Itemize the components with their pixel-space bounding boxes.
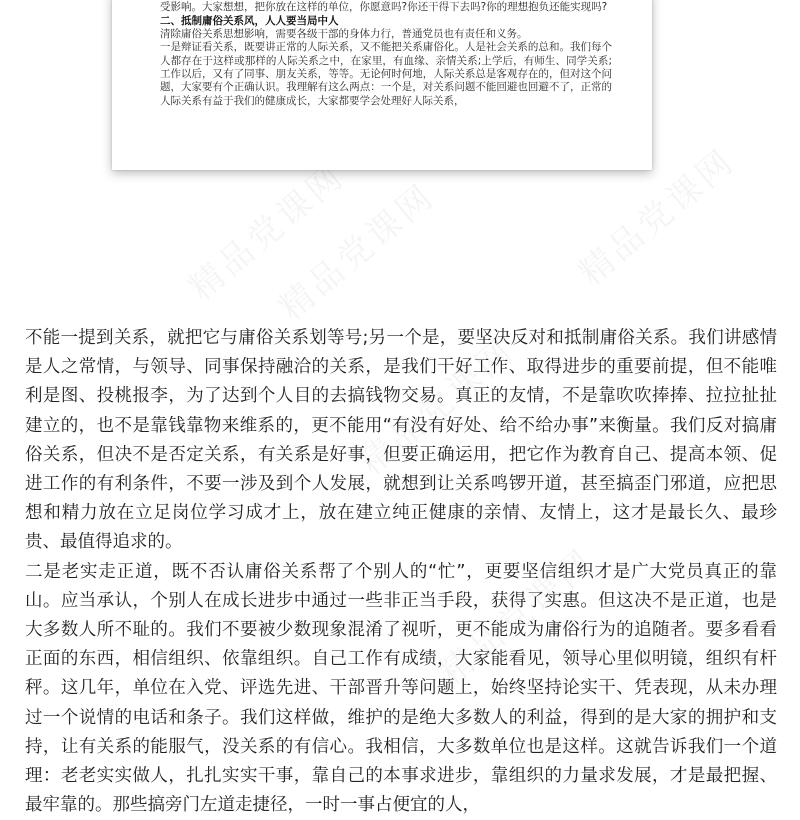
watermark [266,170,443,330]
body-paragraph: 不能一提到关系，就把它与庸俗关系划等号;另一个是，要坚决反对和抵制庸俗关系。我们讲感情是人之常情，与领导、同事保持融洽的关系，是我们干好工作、取得进步的重要前提，但不能唯利是图、投桃报李，为了达到个人目的去搞钱物交易。真正的友情，不是靠吹吹捧捧、拉拉扯扯建立的，也不是靠钱靠物来维系的，更不能用“有没有好处、给不给办事”来衡量。我们反对搞庸俗关系，但决不是否定关系，有关系是好事，但要正确运用，把它作为教育自己、提高本领、促进工作的有利条件，不要一涉及到个人发展，就想到让关系鸣锣开道，甚至搞歪门邪道，应把思想和精力放在立足岗位学习成才上，放在建立纯正健康的亲情、友情上，这才是最长久、最珍贵、最值得追求的。 [25,328,777,553]
page-preview-card [112,0,652,170]
preview-paragraph: 受影响。大家想想，把你放在这样的单位，你愿意吗?你还干得下去吗?你的理想抱负还能实现吗? [160,1,608,14]
body-paragraph: 二是老实走正道，既不否认庸俗关系帮了个别人的“忙”，更要坚信组织才是广大党员真正的靠山。应当承认，个别人在成长进步中通过一些非正当手段，获得了实惠。但这决不是正道，也是大多数人所不耻的。我们不要被少数现象混淆了视听，更不能成为庸俗行为的追随者。要多看看正面的东西，相信组织、依靠组织。自己工作有成绩，大家能看见，领导心里似明镜，组织有杆秤。这几年，单位在入党、评选先进、干部晋升等问题上，始终坚持论实干、凭表现，从未办理过一个说情的电话和条子。我们这样做，维护的是绝大多数人的利益，得到的是大家的拥护和支持，让有关系的能服气，没关系的有信心。我相信，大多数单位也是这样。这就告诉我们一个道理：老老实实做人，扎扎实实干事，靠自己的本事求进步，靠组织的力量求发展，才是最把握、最牢靠的。那些搞旁门左道走捷径，一时一事占便宜的人， [25,561,777,816]
preview-text [160,0,612,108]
preview-paragraph: 一是辩证看关系，既要讲正常的人际关系，又不能把关系庸俗化。人是社会关系的总和。我们每个人都存在于这样或那样的人际关系之中，在家里，有血缘、亲情关系;上学后，有师生、同学关系;工作以后，又有了同事、朋友关系，等等。无论何时何地，人际关系总是客观存在的，但对这个问题，大家要有个正确认识。我理解有这么两点：一个是，对关系问题不能回避也回避不了，正常的人际关系有益于我们的健康成长，大家都要学会处理好人际关系， [160,41,612,107]
preview-paragraph: 清除庸俗关系思想影响，需要各级干部的身体力行，普通党员也有责任和义务。 [160,28,528,41]
document-body [25,324,777,820]
preview-heading: 二、抵制庸俗关系风，人人要当局中人 [160,14,339,27]
watermark [176,150,353,310]
